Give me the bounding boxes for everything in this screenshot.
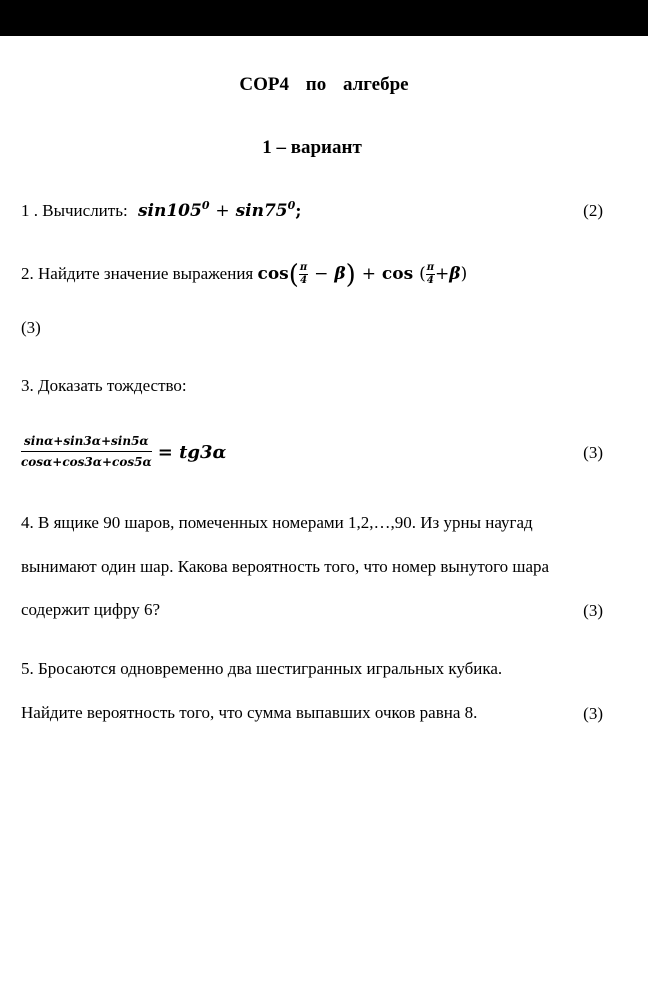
cos-label: cos [257,264,289,284]
title-code: СОР4 [239,74,289,95]
identity-expression [21,434,226,470]
pi-over-4 [426,263,435,286]
task-5-score: (3) [583,704,603,723]
expr-term-b: sin75 [235,201,288,221]
document-page [0,36,648,1006]
paren-open: ( [288,260,299,290]
beta-symbol: β [334,264,346,284]
task-5-line-1: 5. Бросаются одновременно два шестигранных игральных кубика. [21,659,503,678]
frac-num: π [299,262,308,273]
plus-sign: + [215,201,230,221]
frac-den: 4 [300,275,308,286]
title-prep: по [305,74,327,95]
task-3-text: 3. Доказать тождество: [21,376,187,395]
degree-mark: 0 [287,199,296,212]
task-2 [21,260,467,290]
task-1-text: 1 . Вычислить: [21,201,128,220]
frac-den: 4 [426,275,434,286]
task-1-expression [138,201,302,221]
variant-heading [0,137,648,159]
plus-sign: + [435,264,450,284]
expr-term-a: sin105 [137,201,202,221]
task-1 [21,199,302,221]
task-1-score: (2) [583,201,603,220]
identity-fraction [21,434,152,470]
semicolon: ; [295,201,302,221]
cos-label: cos [381,264,414,284]
task-4-line-3: содержит цифру 6? [21,600,161,619]
task-5-line-2: Найдите вероятность того, что сумма выпавших очков равна 8. [21,703,478,722]
identity-rhs: = tg3α [157,441,227,463]
paren-close: ) [345,260,356,290]
task-2-text: 2. Найдите значение выражения [21,264,254,283]
paren-close: ) [460,264,468,284]
top-black-bar [0,0,648,36]
frac-num: π [426,262,435,273]
task-4-line-1: 4. В ящике 90 шаров, помеченных номерами 1,2,…,90. Из урны наугад [21,513,533,532]
degree-mark: 0 [201,199,210,212]
fraction-denominator: cosα+cos3α+cos5α [21,451,152,470]
plus-sign: + [361,264,376,284]
title-subject: алгебре [342,74,409,95]
task-2-expression [257,260,468,290]
beta-symbol: β [449,264,461,284]
paren-open: ( [419,264,426,284]
minus-sign: − [314,264,329,284]
task-2-score: (3) [21,318,41,337]
page-title [0,74,648,96]
task-4-line-2: вынимают один шар. Какова вероятность того, что номер вынутого шара [21,557,550,576]
fraction-numerator: sinα+sin3α+sin5α [24,434,149,448]
pi-over-4 [299,263,308,286]
task-3-score: (3) [583,443,603,462]
variant-label: 1 – вариант [262,137,362,158]
task-4-score: (3) [583,601,603,620]
